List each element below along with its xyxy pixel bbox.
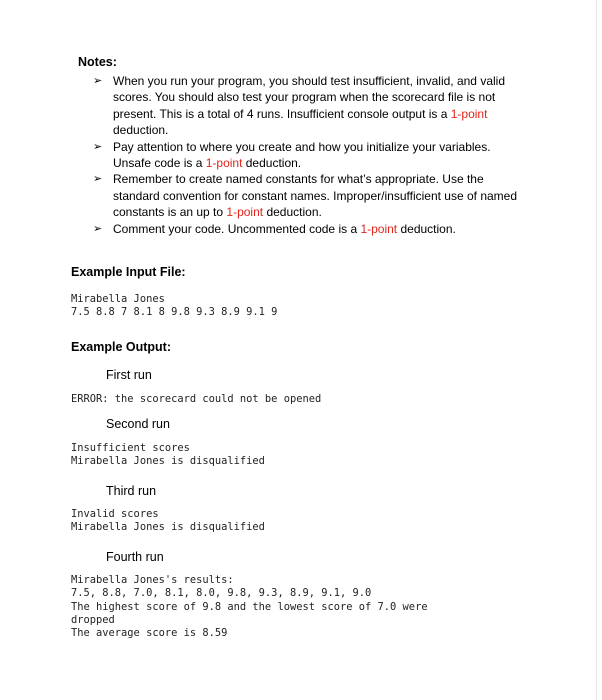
deduction-highlight: 1-point [360, 221, 398, 236]
example-output-title: Example Output: [71, 340, 172, 354]
notes-section [78, 54, 528, 237]
notes-title: Notes: [78, 55, 117, 69]
arrow-bullet-icon: ➢ [93, 173, 103, 186]
notes-list [78, 73, 528, 237]
run-label-first: First run [106, 368, 152, 382]
arrow-bullet-icon: ➢ [93, 222, 103, 235]
run-label-third: Third run [106, 484, 157, 498]
output-line: Mirabella Jones's results: [71, 574, 234, 586]
note-item: ➢ When you run your program, you should test insufficient, invalid, and valid scores. You should also test your program when the scorecard file is not present. This is a total of 4 runs. Insufficient console output is a 1-point deduction. [93, 74, 505, 138]
note-item: ➢ Comment your code. Uncommented code is a 1-point deduction. [93, 221, 456, 236]
output-line: Mirabella Jones is disqualified [71, 521, 265, 533]
output-line: Invalid scores [71, 508, 159, 520]
deduction-highlight: 1-point [450, 106, 488, 121]
note-item: ➢ Remember to create named constants for what’s appropriate. Use the standard convention for constant names. Improper/insufficient use of named constants is an up to 1-point deduction. [93, 172, 518, 220]
run-label-second: Second run [106, 417, 170, 431]
note-item: ➢ Pay attention to where you create and how you initialize your variables. Unsafe code is a 1-point deduction. [93, 139, 491, 171]
deduction-highlight: 1-point [226, 205, 264, 220]
example-input-title: Example Input File: [71, 265, 186, 279]
arrow-bullet-icon: ➢ [93, 140, 103, 153]
arrow-bullet-icon: ➢ [93, 75, 103, 87]
output-line: 7.5, 8.8, 7.0, 8.1, 8.0, 9.8, 9.3, 8.9, 9.1, 9.0 [71, 587, 372, 599]
output-line: The highest score of 9.8 and the lowest score of 7.0 were [71, 601, 428, 613]
output-line: ERROR: the scorecard could not be opened [71, 393, 322, 405]
output-line: Insufficient scores [71, 442, 190, 454]
output-line: dropped [71, 614, 115, 626]
output-line: Mirabella Jones is disqualified [71, 455, 265, 467]
input-file-line: 7.5 8.8 7 8.1 8 9.8 9.3 8.9 9.1 9 [71, 306, 278, 318]
input-file-line: Mirabella Jones [71, 293, 165, 305]
deduction-highlight: 1-point [205, 156, 243, 171]
output-line: The average score is 8.59 [71, 627, 228, 639]
run-label-fourth: Fourth run [106, 550, 164, 564]
